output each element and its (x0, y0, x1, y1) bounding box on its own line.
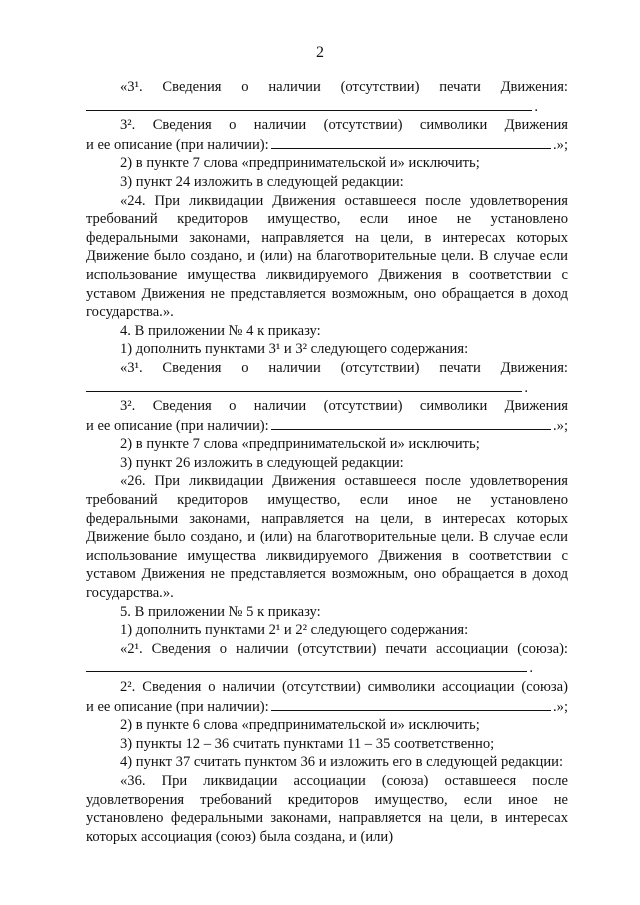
item-2-clause-7: 2) в пункте 7 слова «предпринимательской и» исключить; (120, 155, 480, 172)
line-end: . (529, 660, 533, 677)
section-5-heading: 5. В приложении № 5 к приказу: (120, 603, 321, 620)
paragraph-2-2-association-symbols: 2². Сведения о наличии (отсутствии) символики ассоциации (союза) (120, 679, 568, 695)
document-body (86, 78, 568, 846)
blank-line-seal (86, 97, 568, 117)
paragraph-3-1-movement-seal: «3¹. Сведения о наличии (отсутствии) печати Движения: (120, 79, 568, 95)
item-1-add-clauses: 1) дополнить пунктами 3¹ и 3² следующего содержания: (120, 341, 469, 358)
item-3-renumber: 3) пункты 12 – 36 считать пунктами 11 – 35 соответственно; (120, 735, 495, 752)
line-end: .»; (553, 136, 568, 153)
fill-line (271, 135, 551, 149)
item-1-add-clauses-2: 1) дополнить пунктами 2¹ и 2² следующего содержания: (120, 622, 469, 639)
line-end: .»; (553, 698, 568, 715)
item-3-clause-24: 3) пункт 24 изложить в следующей редакции: (120, 173, 404, 190)
item-3-clause-26: 3) пункт 26 изложить в следующей редакции: (120, 454, 404, 471)
line-end: .»; (553, 417, 568, 434)
blank-line-association-seal (86, 658, 568, 678)
blank-line-seal-2 (86, 378, 568, 398)
fill-line (271, 697, 551, 711)
page-number: 2 (316, 44, 324, 61)
paragraph-2-1-association-seal: «2¹. Сведения о наличии (отсутствии) печати ассоциации (союза): (120, 640, 568, 657)
fill-line (86, 658, 527, 672)
clause-26-text: «26. При ликвидации Движения оставшееся после удовлетворения требований кредиторов имущество, если иное не установлено федеральными законами, направляется на цели, в интересах которых Движение было создано, и (или) на благотворительные цели. В случае если использование имущества ликвидируемого Движения в соответствии с уставом Движения не представляется возможным, оно обращается в доход государства.». (86, 473, 568, 602)
description-line-3 (86, 697, 568, 717)
clause-24-text: «24. При ликвидации Движения оставшееся после удовлетворения требований кредиторов имущество, если иное не установлено федеральными законами, направляется на цели, в интересах которых Движение было создано, и (или) на благотворительные цели. В случае если использование имущества ликвидируемого Движения в соответствии с уставом Движения не представляется возможным, оно обращается в доход государства.». (86, 192, 568, 321)
description-label: и ее описание (при наличии): (86, 417, 269, 434)
paragraph-3-2-movement-symbols-2: 3². Сведения о наличии (отсутствии) символики Движения (120, 398, 568, 415)
line-end: . (524, 379, 528, 396)
description-label: и ее описание (при наличии): (86, 136, 269, 153)
description-label: и ее описание (при наличии): (86, 698, 269, 715)
section-4-heading: 4. В приложении № 4 к приказу: (120, 322, 321, 339)
description-line (86, 135, 568, 155)
line-end: . (534, 98, 538, 115)
item-4-clause-37: 4) пункт 37 считать пунктом 36 и изложить его в следующей редакции: (120, 754, 564, 771)
item-2-clause-7-b: 2) в пункте 7 слова «предпринимательской и» исключить; (120, 436, 480, 453)
fill-line (271, 416, 551, 430)
fill-line (86, 97, 532, 111)
item-2-clause-6: 2) в пункте 6 слова «предпринимательской и» исключить; (120, 717, 480, 734)
fill-line (86, 378, 522, 392)
description-line-2 (86, 416, 568, 436)
paragraph-3-2-movement-symbols: 3². Сведения о наличии (отсутствии) символики Движения (120, 117, 568, 134)
paragraph-3-1-movement-seal-2: «3¹. Сведения о наличии (отсутствии) печати Движения: (120, 359, 568, 376)
clause-36-text: «36. При ликвидации ассоциации (союза) оставшееся после удовлетворения требований кредиторов имущество, если иное не установлено федеральными законами, направляется на цели, в интересах которых ассоциация (союз) была создана, и (или) (86, 772, 568, 845)
